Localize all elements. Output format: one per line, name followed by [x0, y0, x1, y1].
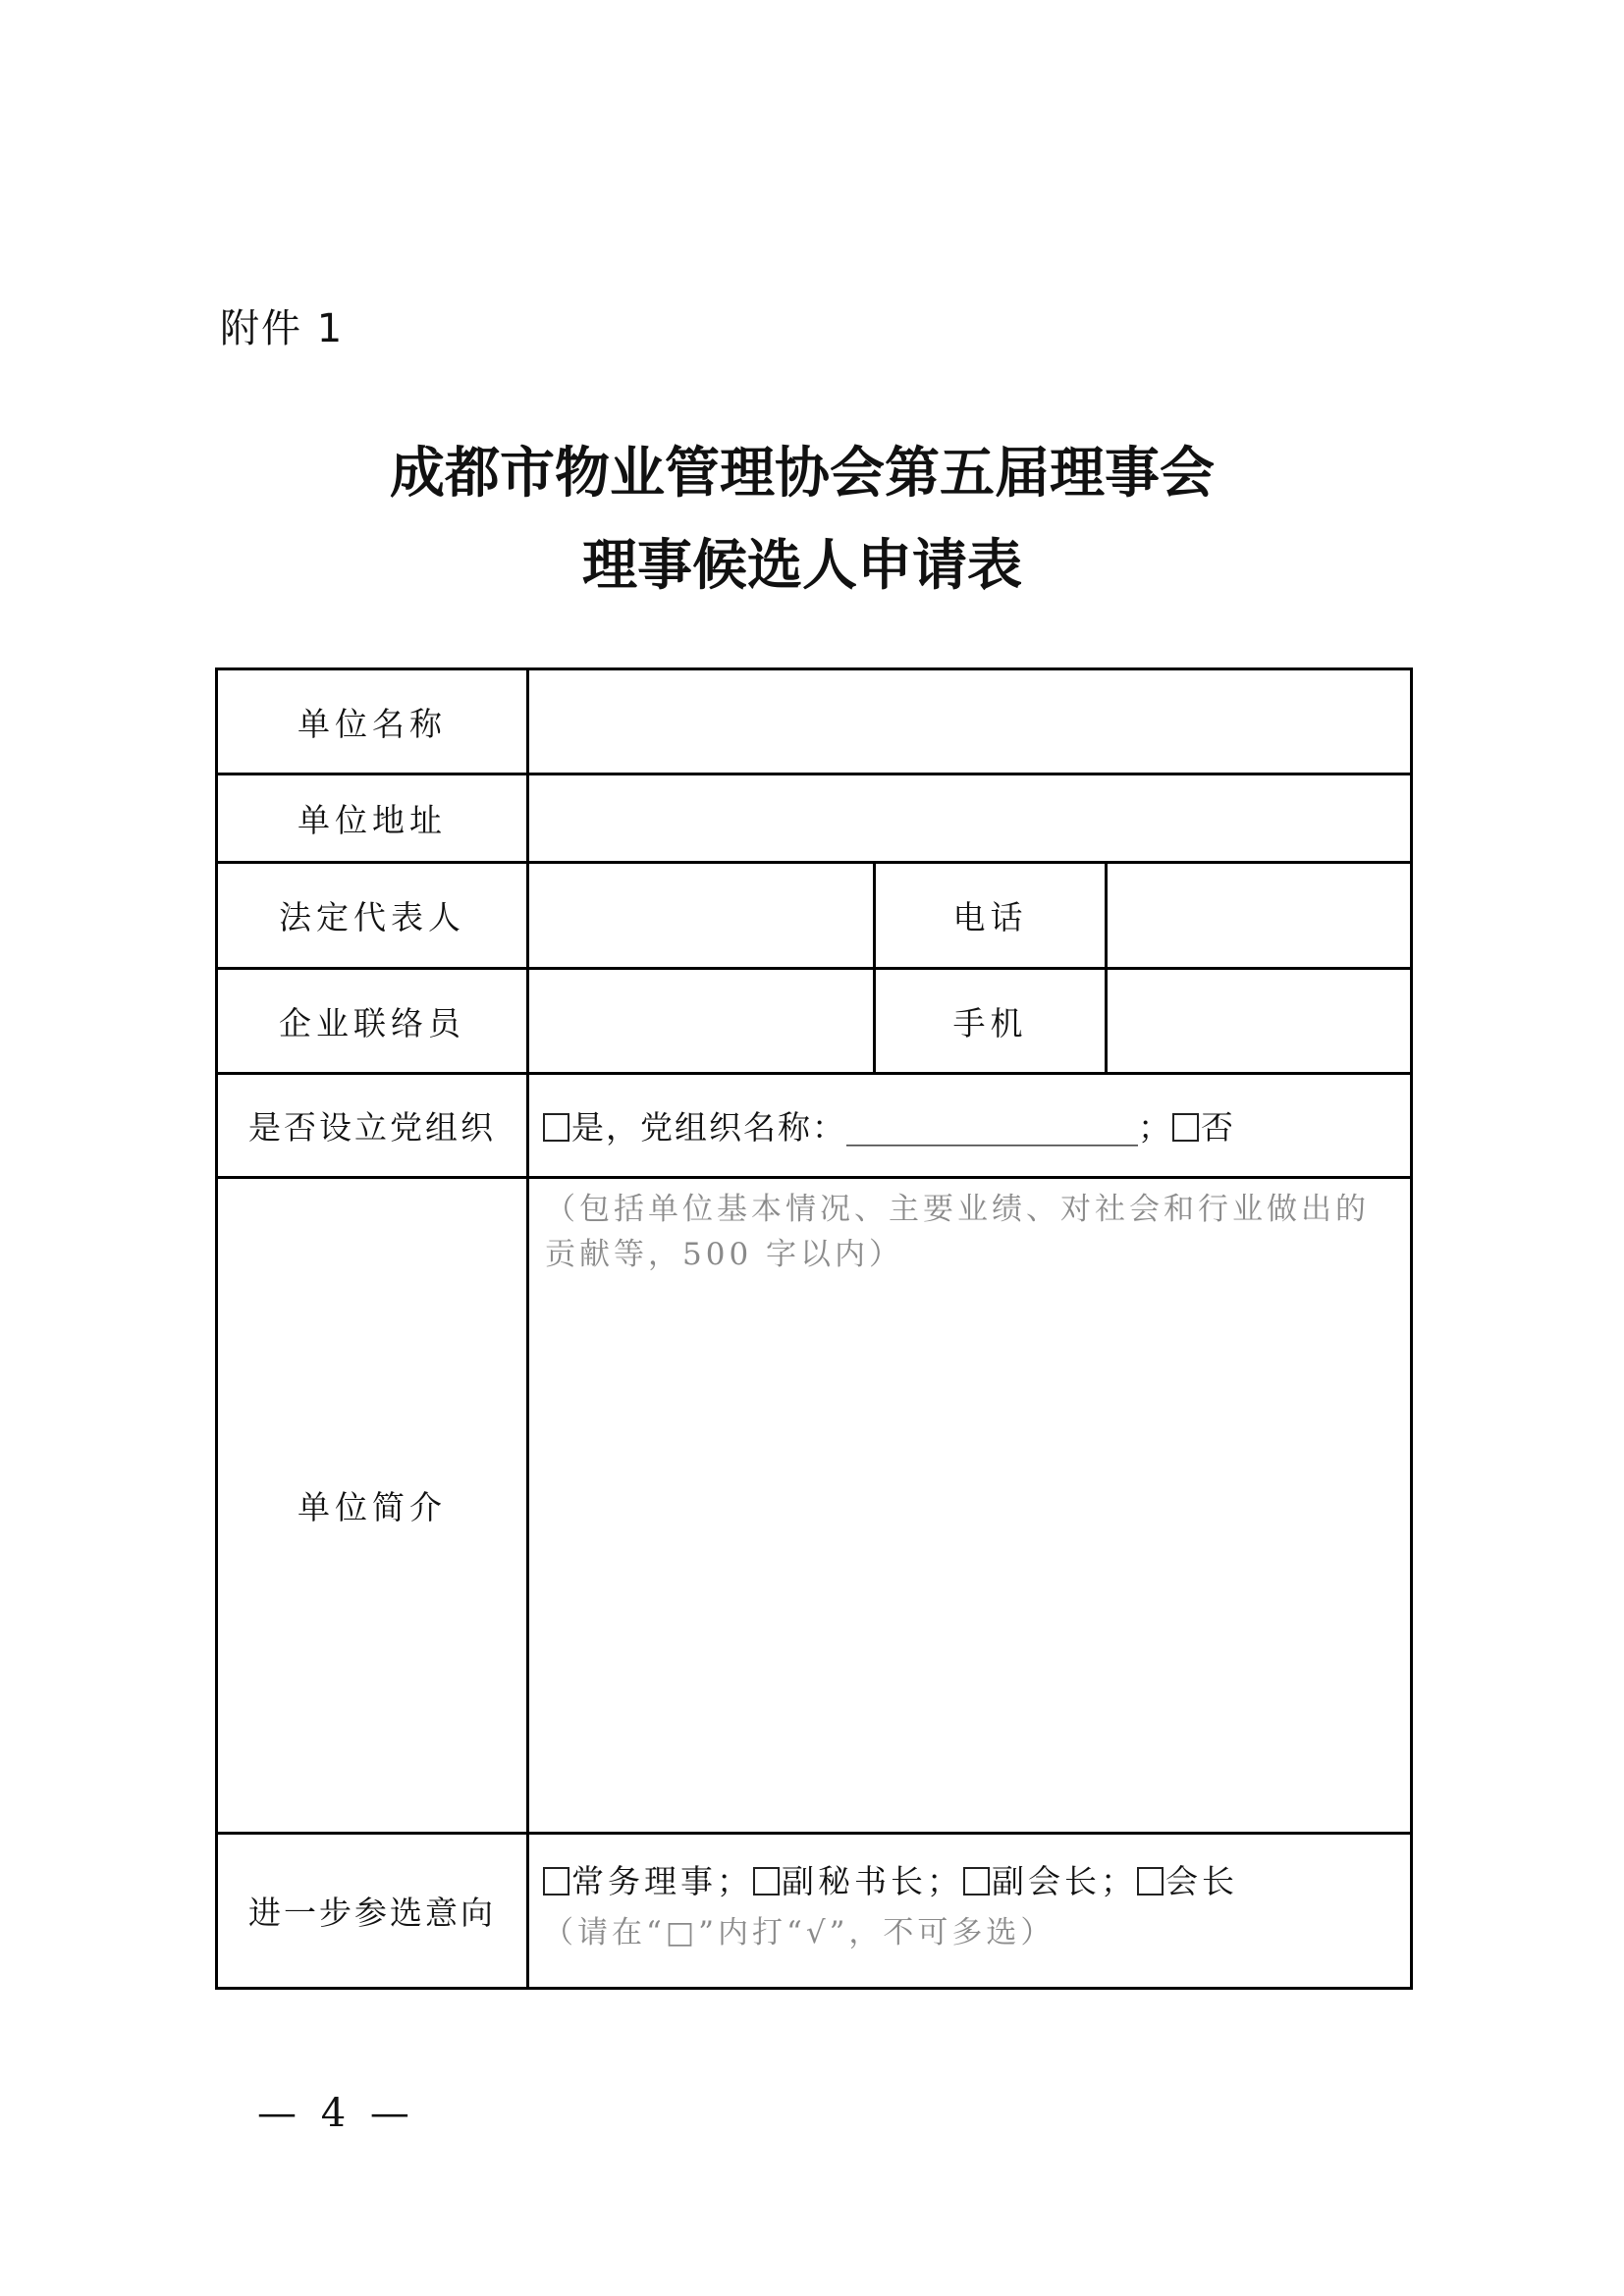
- page-number: — 4 —: [257, 2091, 415, 2136]
- row-party-org: [217, 1074, 1412, 1178]
- option-president-checkbox[interactable]: [1137, 1867, 1164, 1896]
- application-form-table: [215, 667, 1413, 1990]
- option-deputy-secretary-general-label: 副秘书长: [782, 1862, 927, 1900]
- option-deputy-secretary-general-checkbox[interactable]: [753, 1867, 780, 1896]
- option-vice-president-checkbox[interactable]: [963, 1867, 990, 1896]
- legal-rep-field[interactable]: [528, 863, 875, 969]
- label-text: 单位地址: [298, 801, 447, 839]
- page-title-line1: 成都市物业管理协会第五届理事会: [390, 441, 1215, 506]
- separator: ；: [1138, 1108, 1172, 1147]
- intro-hint: （包括单位基本情况、主要业绩、对社会和行业做出的贡献等，500 字以内）: [545, 1192, 1370, 1272]
- row-contact: [217, 969, 1412, 1074]
- intention-cell: [528, 1834, 1412, 1989]
- mobile-field[interactable]: [1107, 969, 1412, 1074]
- row-unit-address: [217, 774, 1412, 863]
- party-no-label: 否: [1201, 1108, 1235, 1147]
- label-text: 进一步参选意向: [248, 1894, 496, 1932]
- intro-label: [217, 1178, 528, 1834]
- page-title-line2: 理事候选人申请表: [582, 533, 1022, 598]
- phone-label: [875, 863, 1107, 969]
- option-standing-director-label: 常务理事: [571, 1862, 717, 1900]
- intention-options: [529, 1856, 1410, 1902]
- unit-name-label: [217, 669, 528, 774]
- row-intention: [217, 1834, 1412, 1989]
- phone-field[interactable]: [1107, 863, 1412, 969]
- party-name-blank[interactable]: __________________: [846, 1108, 1138, 1147]
- unit-name-field[interactable]: [528, 669, 1412, 774]
- unit-address-field[interactable]: [528, 774, 1412, 863]
- label-text: 电话: [952, 898, 1028, 936]
- option-vice-president-label: 副会长: [992, 1862, 1101, 1900]
- intention-label: [217, 1834, 528, 1989]
- separator: ；: [1101, 1862, 1137, 1900]
- contact-field[interactable]: [528, 969, 875, 1074]
- contact-label: [217, 969, 528, 1074]
- mobile-label: [875, 969, 1107, 1074]
- party-yes-label: 是，党组织名称：: [571, 1108, 846, 1147]
- attachment-label: 附件 1: [220, 306, 345, 351]
- party-yes-checkbox[interactable]: [543, 1113, 569, 1142]
- row-intro: [217, 1178, 1412, 1834]
- label-text: 企业联络员: [279, 1003, 465, 1042]
- label-text: 手机: [952, 1003, 1028, 1042]
- separator: ；: [927, 1862, 963, 1900]
- unit-address-label: [217, 774, 528, 863]
- option-president-label: 会长: [1165, 1862, 1238, 1900]
- party-org-line: [529, 1102, 1410, 1148]
- row-unit-name: [217, 669, 1412, 774]
- legal-rep-label: [217, 863, 528, 969]
- option-standing-director-checkbox[interactable]: [543, 1867, 569, 1896]
- label-text: 单位名称: [298, 704, 447, 743]
- party-org-label: [217, 1074, 528, 1178]
- row-legal-rep: [217, 863, 1412, 969]
- label-text: 是否设立党组织: [248, 1108, 496, 1147]
- label-text: 法定代表人: [279, 898, 465, 936]
- party-org-cell: [528, 1074, 1412, 1178]
- party-no-checkbox[interactable]: [1172, 1113, 1199, 1142]
- label-text: 单位简介: [298, 1488, 447, 1526]
- intention-hint: （请在“□”内打“√”，不可多选）: [543, 1915, 1056, 1950]
- intro-field[interactable]: [528, 1178, 1412, 1834]
- separator: ；: [717, 1862, 753, 1900]
